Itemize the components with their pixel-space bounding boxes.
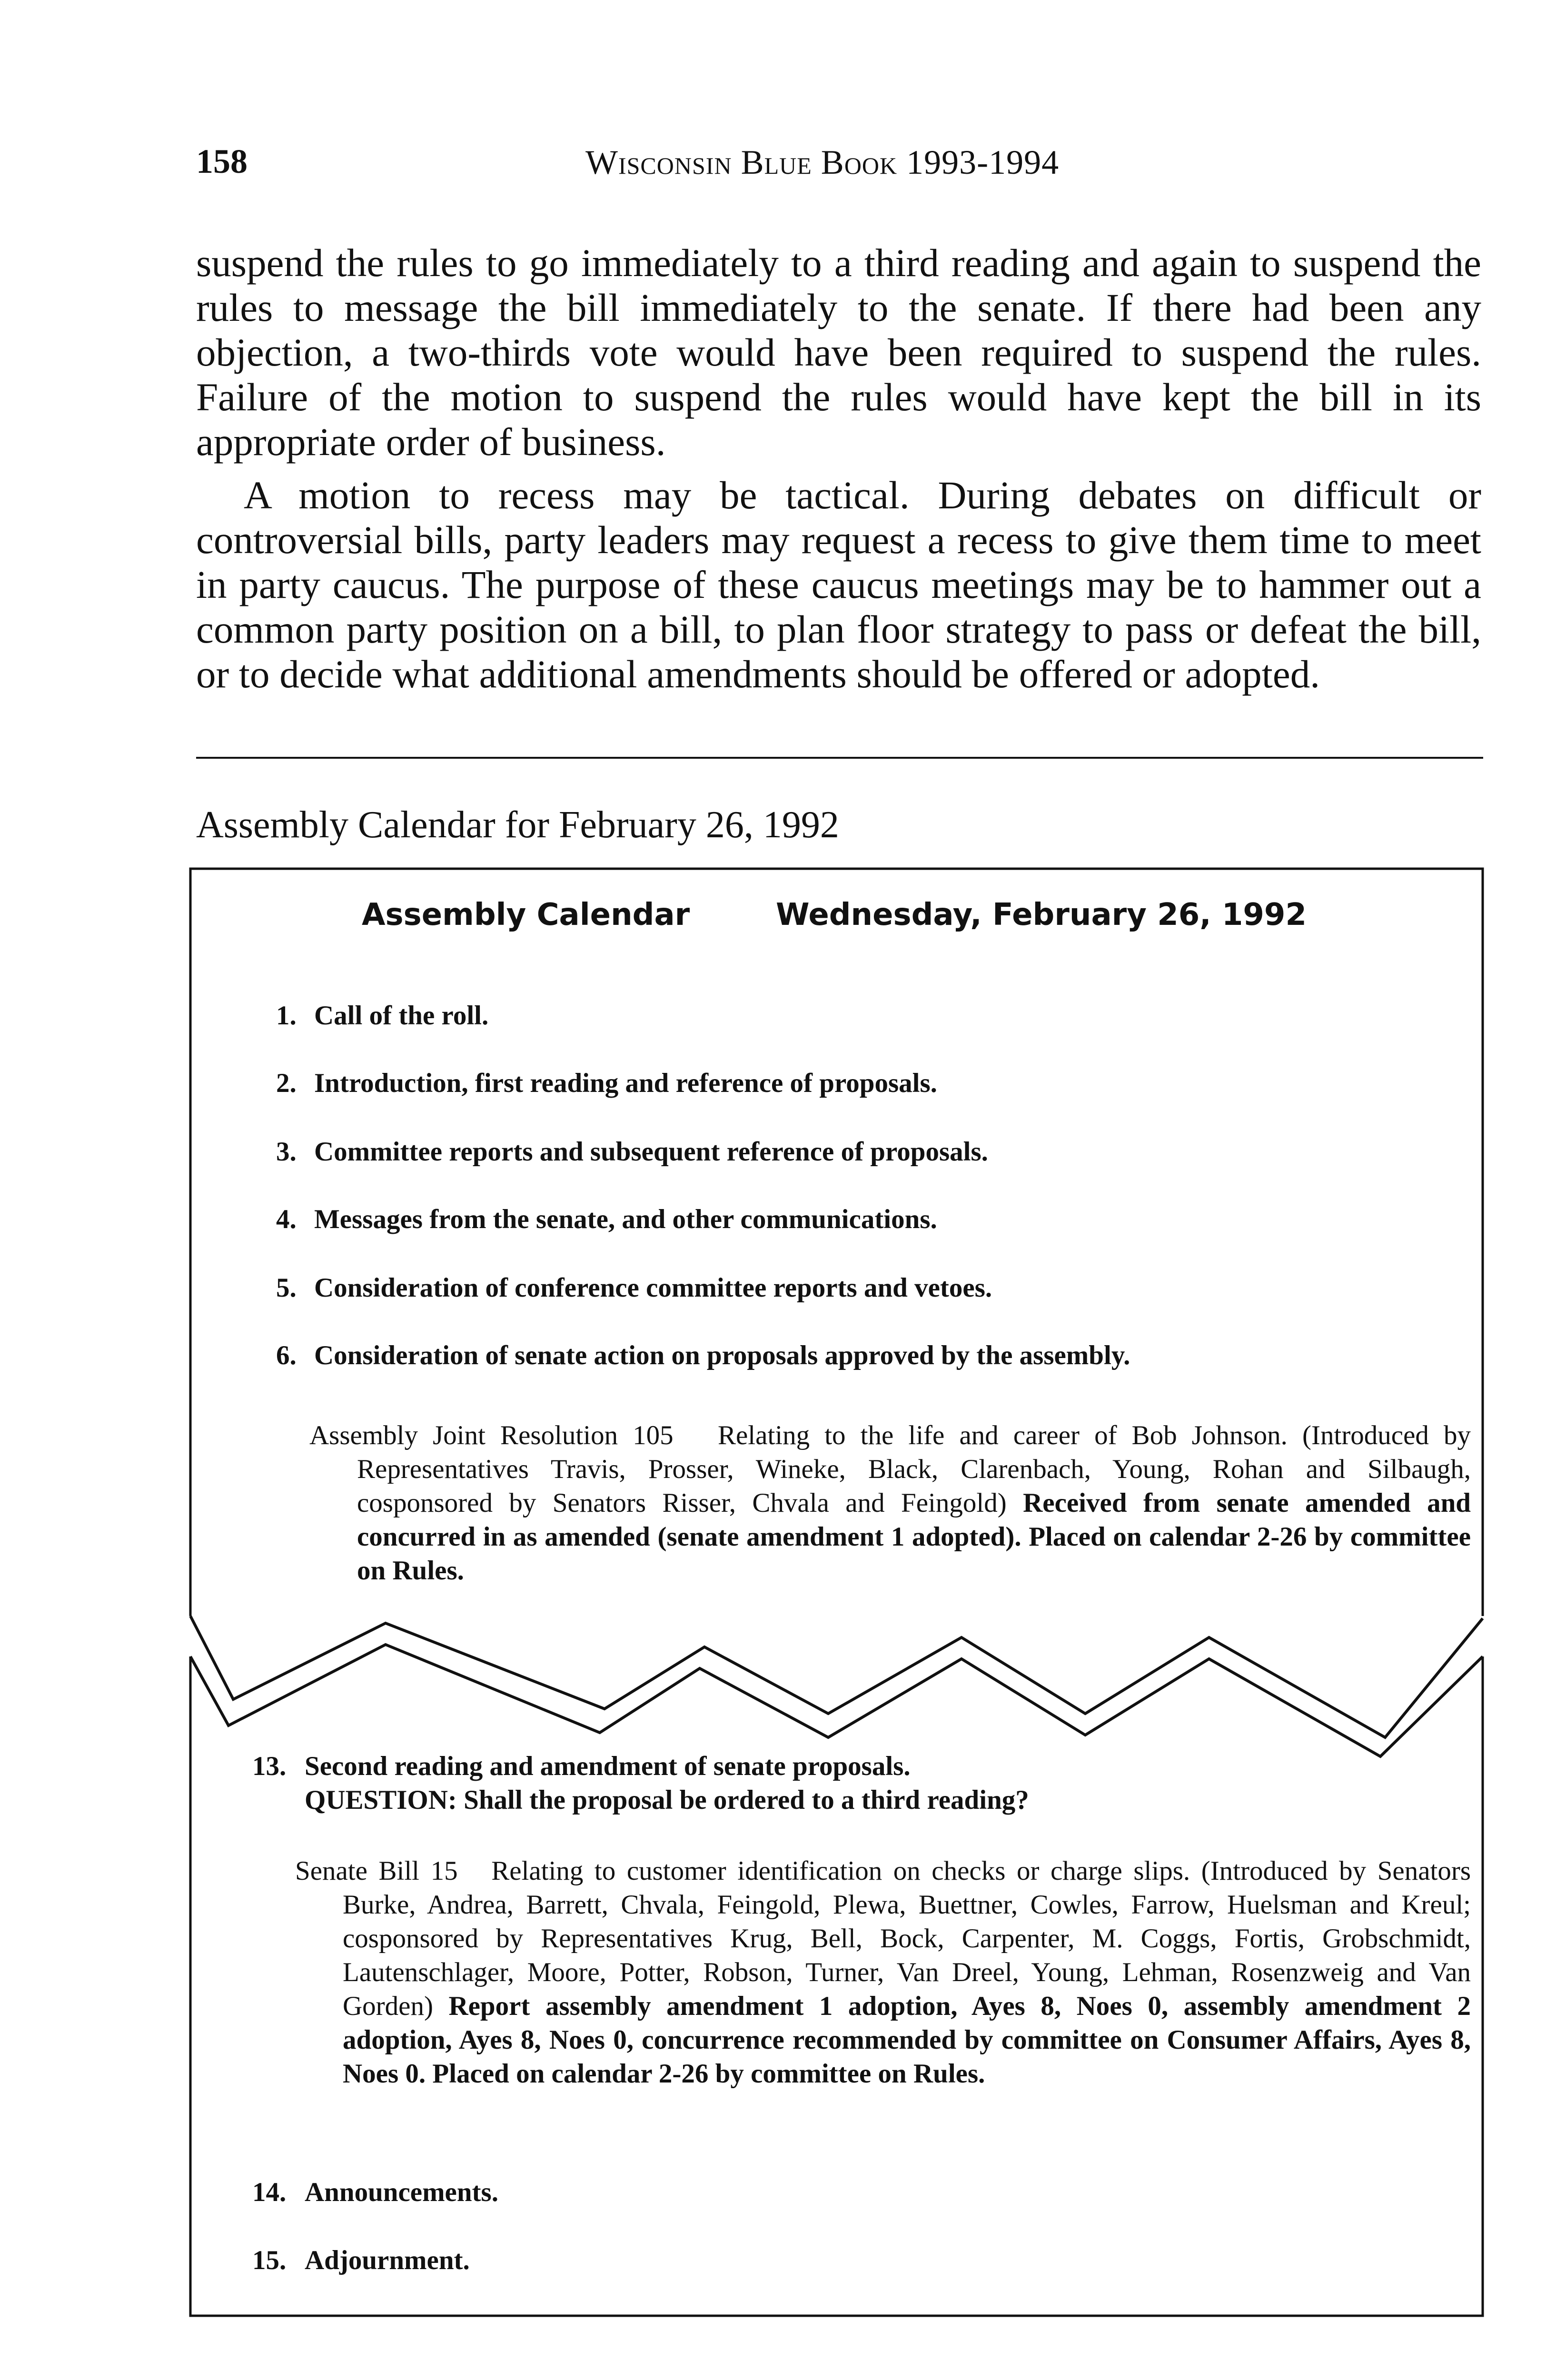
calendar-header — [362, 897, 1380, 932]
tear-line-lower — [190, 1645, 1483, 1756]
body-paragraph-1: suspend the rules to go immediately to a third reading and again to suspend the rules to message the bill immediately to the senate. If there had been any objection, a two-thirds vote would have been required to suspend the rules. Failure of the motion to suspend the rules would have kept the bill in its appropriate order of business. — [196, 241, 1481, 464]
calendar-item-13: 13. Second reading and amendment of senate proposals. — [252, 1751, 911, 1781]
tear-line-upper — [190, 1616, 1483, 1737]
running-head: Wisconsin Blue Book 1993-1994 — [585, 143, 1060, 181]
calendar-item-4: 4. Messages from the senate, and other communications. — [276, 1204, 937, 1234]
calendar-item-1: 1. Call of the roll. — [276, 1001, 489, 1031]
calendar-question: QUESTION: Shall the proposal be ordered to a third reading? — [305, 1785, 1029, 1815]
calendar-item-3: 3. Committee reports and subsequent reference of proposals. — [276, 1137, 988, 1167]
section-heading: Assembly Calendar for February 26, 1992 — [196, 804, 839, 846]
calendar-title: Assembly Calendar — [362, 897, 690, 932]
calendar-item-2: 2. Introduction, first reading and reference of proposals. — [276, 1068, 937, 1098]
calendar-item-5: 5. Consideration of conference committee reports and vetoes. — [276, 1273, 992, 1303]
page-number: 158 — [196, 142, 248, 180]
calendar-item-15: 15. Adjournment. — [252, 2245, 470, 2275]
calendar-item-14: 14. Announcements. — [252, 2177, 498, 2207]
assembly-joint-resolution-105: Assembly Joint Resolution 105 Relating to the life and career of Bob Johnson. (Introduced by Representatives Travis, Prosser, Wineke, Black, Clarenbach, Young, Rohan and Silbaugh, cosponsored by Senators Risser, Chvala and Feingold) Received from senate amended and concurred in as amended (senate amendment 1 adopted). Placed on calendar 2-26 by committee on Rules. — [309, 1420, 1471, 1586]
senate-bill-15: Senate Bill 15 Relating to customer identification on checks or charge slips. (Introduced by Senators Burke, Andrea, Barrett, Chvala, Feingold, Plewa, Buettner, Cowles, Farrow, Huelsman and Kreul; cosponsored by Representatives Krug, Bell, Bock, Carpenter, M. Coggs, Fortis, Grobschmidt, Lautenschlager, Moore, Potter, Robson, Turner, Van Dreel, Young, Lehman, Rosenzweig and Van Gorden) Report assembly amendment 1 adoption, Ayes 8, Noes 0, assembly amendment 2 adoption, Ayes 8, Noes 0, concurrence recommended by committee on Consumer Affairs, Ayes 8, Noes 0. Placed on calendar 2-26 by committee on Rules. — [295, 1856, 1471, 2089]
calendar-item-6: 6. Consideration of senate action on proposals approved by the assembly. — [276, 1340, 1130, 1370]
body-paragraph-2: A motion to recess may be tactical. During debates on difficult or controversial bills, party leaders may request a recess to give them time to meet in party caucus. The purpose of these caucus meetings may be to hammer out a common party position on a bill, to plan floor strategy to pass or defeat the bill, or to decide what additional amendments should be offered or adopted. — [196, 473, 1481, 696]
calendar-date: Wednesday, February 26, 1992 — [776, 897, 1307, 932]
